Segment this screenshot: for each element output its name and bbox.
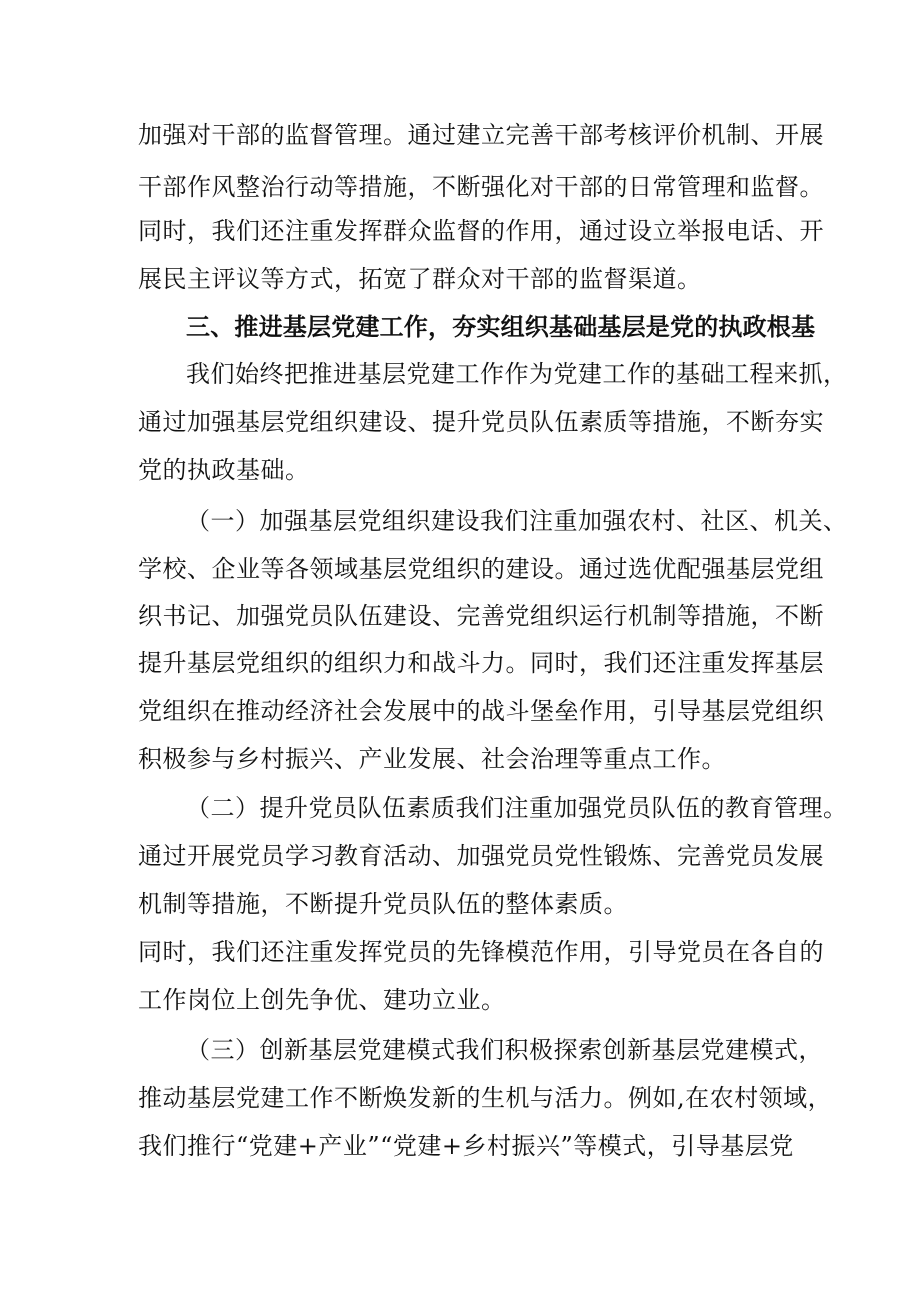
text-line-6: 我们始终把推进基层党建工作作为党建工作的基础工程来抓， [186,360,848,388]
text-line-18: 同时，我们还注重发挥党员的先锋模范作用，引导党员在各自的 [138,938,824,966]
text-line-7: 通过加强基层党组织建设、提升党员队伍素质等措施，不断夯实 [138,408,824,436]
text-line-4: 展民主评议等方式，拓宽了群众对干部的监督渠道。 [138,265,702,293]
text-line-13: 党组织在推动经济社会发展中的战斗堡垒作用，引导基层党组织 [138,697,824,725]
text-line-20: （三）创新基层党建模式我们积极探索创新基层党建模式， [186,1036,823,1064]
text-line-12: 提升基层党组织的组织力和战斗力。同时，我们还注重发挥基层 [138,649,824,677]
text-line-9: （一）加强基层党组织建设我们注重加强农村、社区、机关、 [186,507,848,535]
text-line-14: 积极参与乡村振兴、产业发展、社会治理等重点工作。 [138,745,726,773]
text-line-15: （二）提升党员队伍素质我们注重加强党员队伍的教育管理。 [186,794,848,822]
text-line-1: 加强对干部的监督管理。通过建立完善干部考核评价机制、开展 [138,121,824,149]
text-line-2: 干部作风整治行动等措施，不断强化对干部的日常管理和监督。 [138,173,824,201]
text-line-19: 工作岗位上创先争优、建功立业。 [138,986,506,1014]
text-line-3: 同时，我们还注重发挥群众监督的作用，通过设立举报电话、开 [138,217,824,245]
text-line-16: 通过开展党员学习教育活动、加强党员党性锻炼、完善党员发展 [138,842,824,870]
text-line-17: 机制等措施，不断提升党员队伍的整体素质。 [138,890,628,918]
text-line-10: 学校、企业等各领域基层党组织的建设。通过选优配强基层党组 [138,555,824,583]
text-line-22: 我们推行“党建+产业”“党建+乡村振兴”等模式，引导基层党 [138,1132,794,1160]
section-heading: 三、推进基层党建工作，夯实组织基础基层是党的执政根基 [186,313,816,341]
text-line-21: 推动基层党建工作不断焕发新的生机与活力。例如,在农村领域， [138,1084,833,1112]
text-line-8: 党的执政基础。 [138,456,310,484]
text-line-11: 织书记、加强党员队伍建设、完善党组织运行机制等措施，不断 [138,602,824,630]
